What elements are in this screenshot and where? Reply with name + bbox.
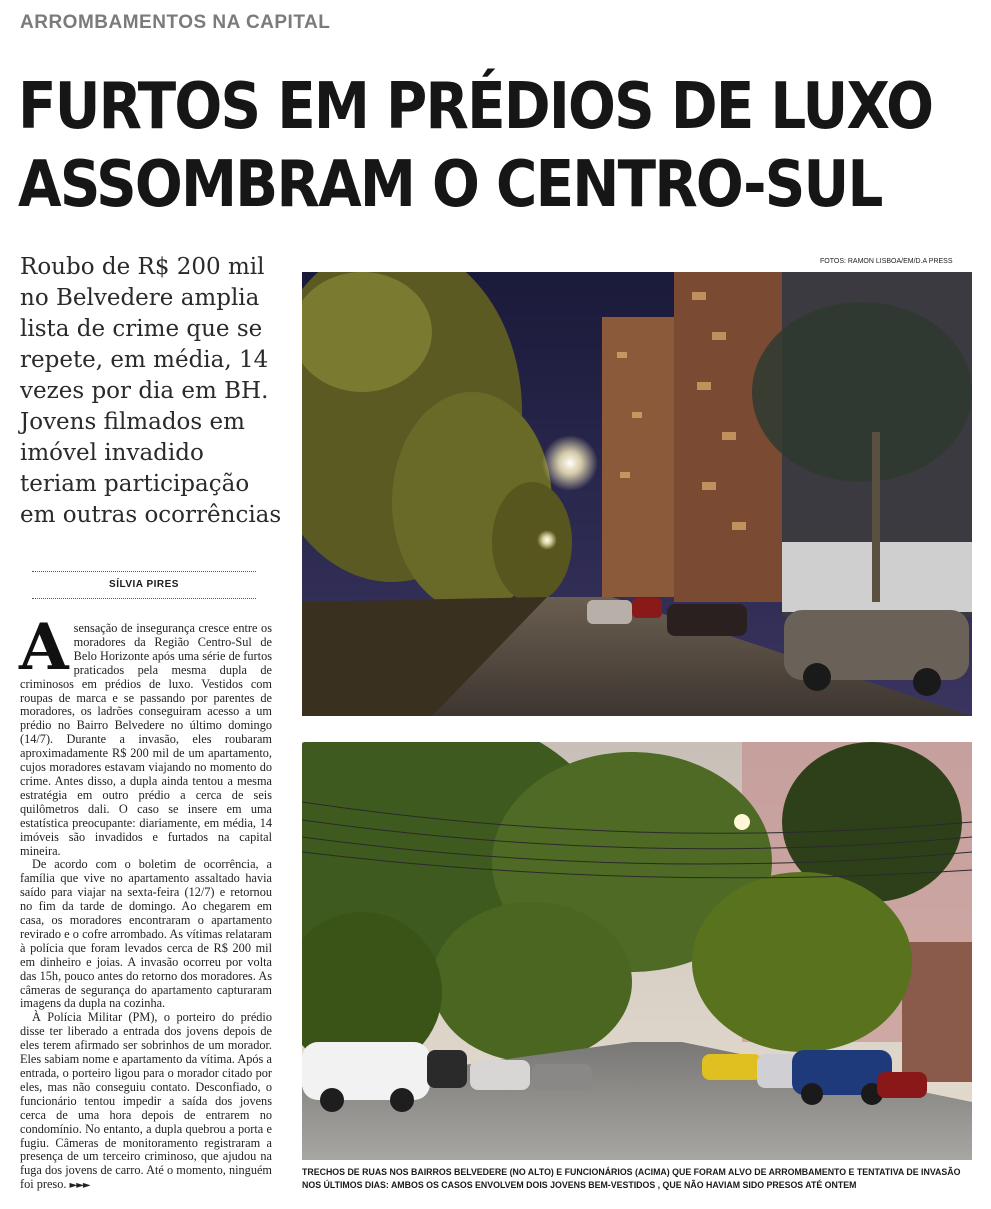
section-kicker: ARROMBAMENTOS NA CAPITAL (20, 12, 331, 33)
byline-box (32, 571, 256, 599)
headline (18, 68, 933, 224)
byline: SÍLVIA PIRES (109, 579, 179, 590)
paragraph-2: De acordo com o boletim de ocorrência, a família que vive no apartamento assaltado havia saído para viajar na sexta-feira (12/7) e retornou no fim da tarde de domingo. Ao chegarem em casa, os moradores encontraram o apartamento revirado e o cofre arrombado. As vítimas relataram à polícia que foram levados cerca de R$ 200 mil em dinheiro e joias. A invasão ocorreu por volta das 15h, pouco antes do retorno dos moradores. As câmeras de segurança do apartamento capturaram imagens da dupla na cozinha. (20, 857, 272, 1011)
photo-credit: FOTOS: RAMON LISBOA/EM/D.A PRESS (820, 258, 953, 265)
photo-belvedere-street (302, 272, 972, 716)
headline-line-2: ASSOMBRAM O CENTRO-SUL (18, 148, 882, 222)
paragraph-3: À Polícia Militar (PM), o porteiro do prédio disse ter liberado a entrada dos jovens depois de eles terem afirmado ser sobrinhos de um morador. Eles sabiam nome e apartamento da vítima. Após a entrada, o porteiro ligou para o morador citado por eles, mas não conseguiu contato. Desconfiado, o funcionário tentou impedir a saída dos jovens cerca de uma hora depois de entrarem no condomínio. No entanto, a dupla quebrou a porta e fugiu. Câmeras de monitoramento registraram a presença de um terceiro criminoso, que ajudou na fuga dos jovens de carro. Até o momento, ninguém foi preso. (20, 1010, 272, 1192)
article-body (19, 610, 272, 1193)
photo-funcionarios-street (302, 742, 972, 1160)
photo-caption: TRECHOS DE RUAS NOS BAIRROS BELVEDERE (NO ALTO) E FUNCIONÁRIOS (ACIMA) QUE FORAM ALVO DE ARROMBAMENTO E TENTATIVA DE INVASÃO NOS ÚLTIMOS DIAS: AMBOS OS CASOS ENVOLVEM DOIS JOVENS BEM-VESTIDOS , QUE NÃO HAVIAM SIDO PRESOS ATÉ ONTEM (302, 1167, 961, 1190)
drop-cap: A (19, 610, 69, 685)
headline-line-1: FURTOS EM PRÉDIOS DE LUXO (18, 70, 933, 144)
subheadline-dek: Roubo de R$ 200 mil no Belvedere amplia lista de crime que se repete, em média, 14 vezes por dia em BH. Jovens filmados em imóvel invadido teriam participação em outras ocorrências (20, 254, 282, 528)
continue-arrows-icon: ►►► (69, 1180, 90, 1192)
paragraph-1: sensação de insegurança cresce entre os moradores da Região Centro-Sul de Belo Horizonte após uma série de furtos praticados pela mesma dupla de criminosos em prédios de luxo. Vestidos com roupas de marca e se passando por parentes de moradores, os ladrões conseguiram acesso a um prédio no Bairro Belvedere no último domingo (14/7). Durante a invasão, eles roubaram aproximadamente R$ 200 mil de um apartamento, cujos moradores estavam viajando no momento do crime. Antes disso, a dupla ainda tentou a mesma estratégia em outro prédio a cerca de seis quilômetros dali. O caso se insere em uma estatística preocupante: diariamente, em média, 14 imóveis são invadidos e furtados na capital mineira. (20, 621, 272, 858)
